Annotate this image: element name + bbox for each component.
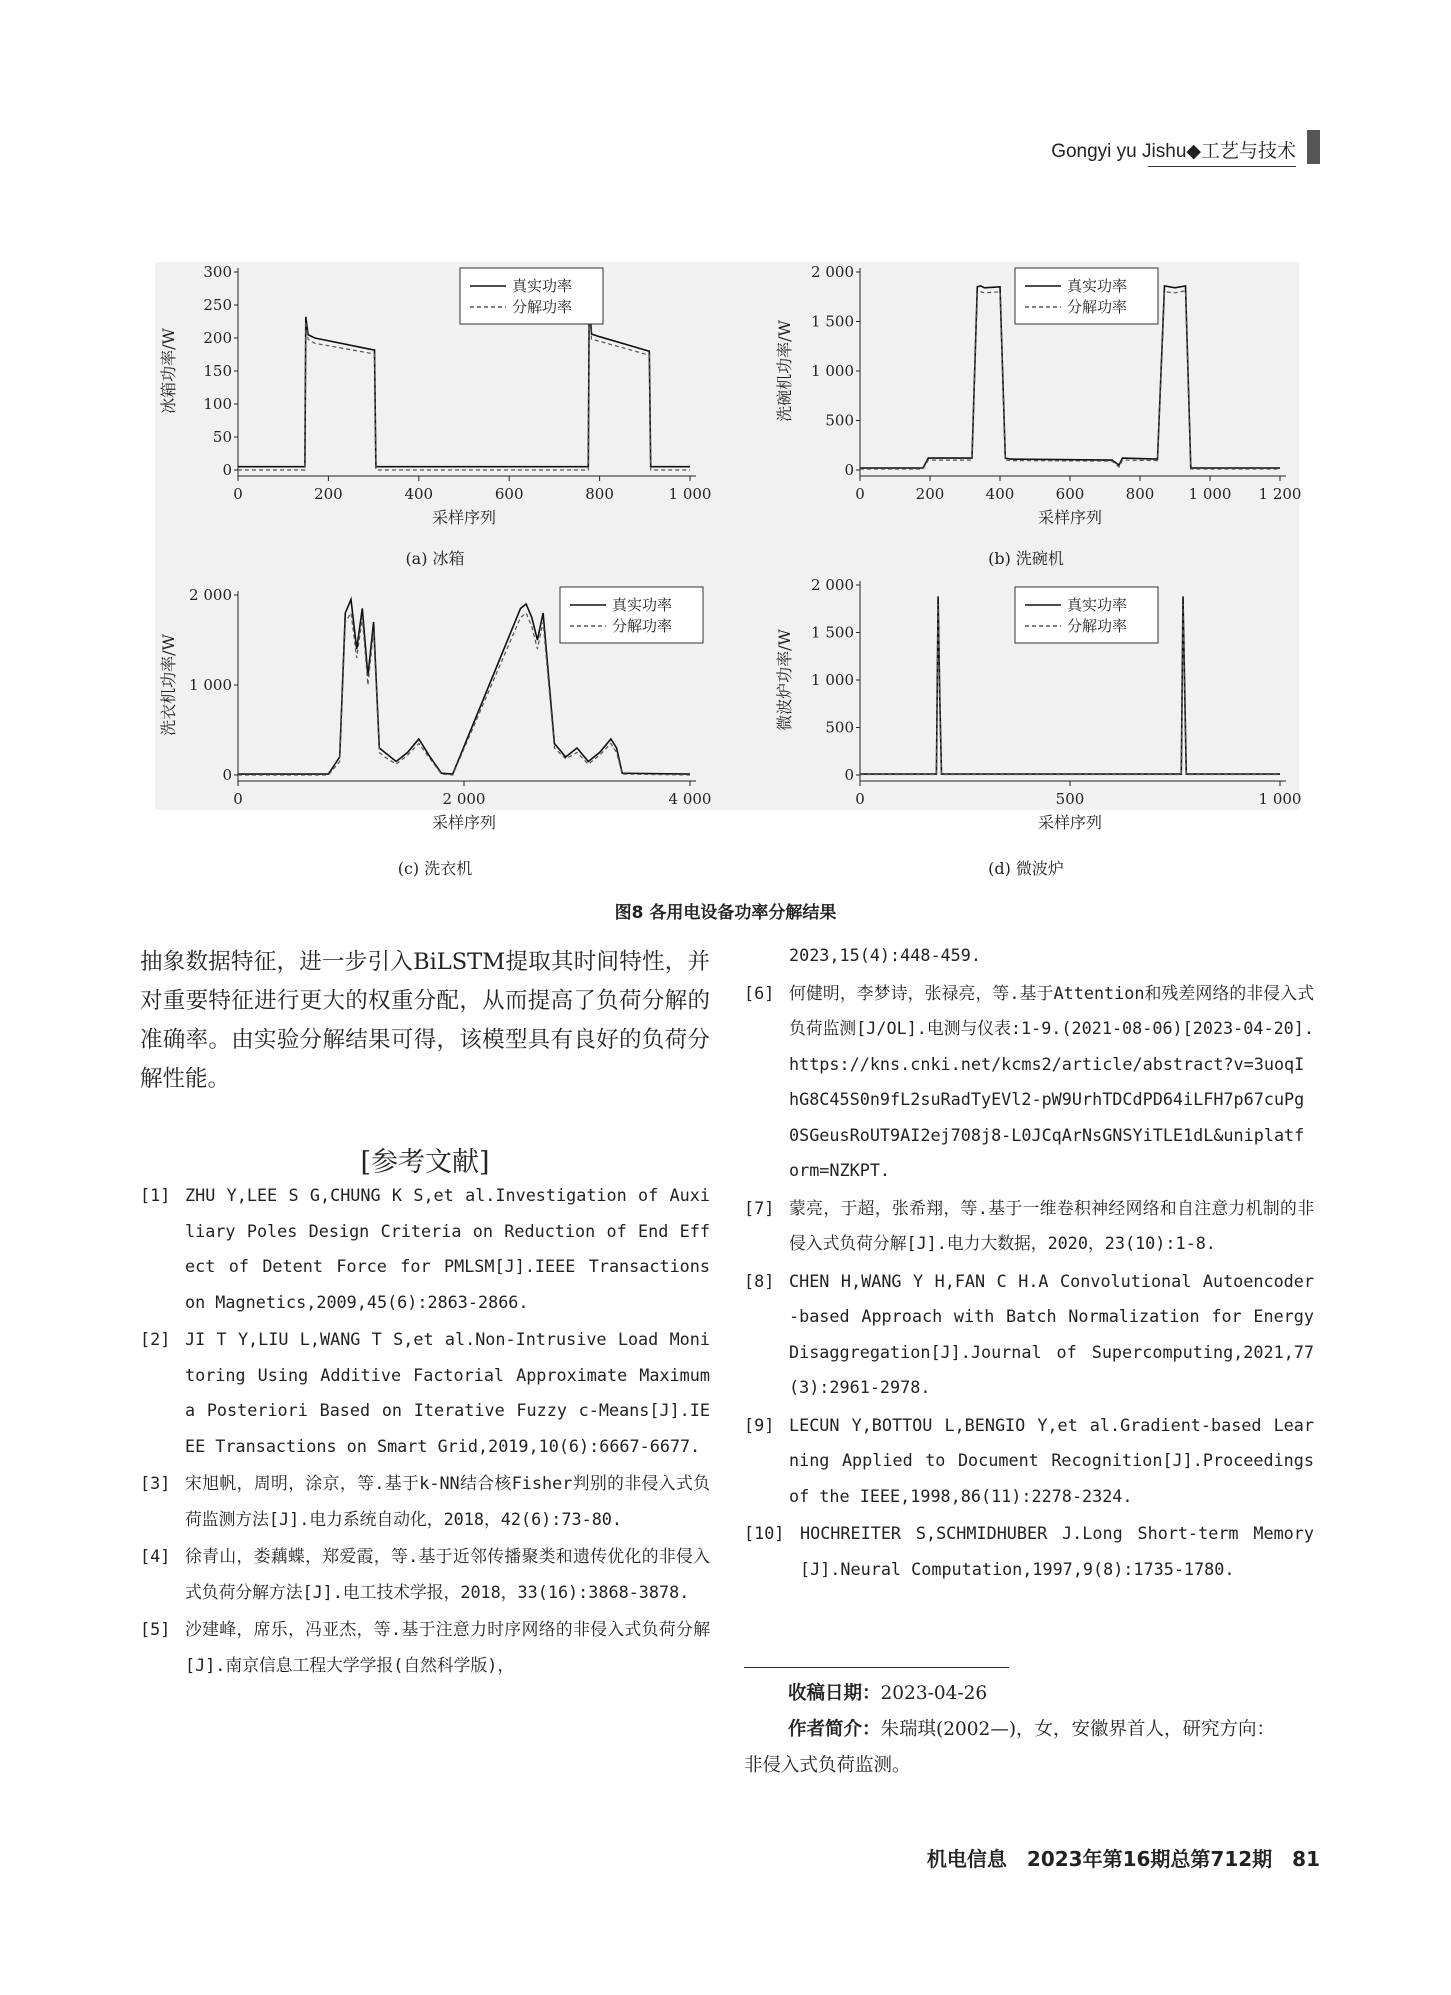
y-tick-label: 2 000 [189, 586, 232, 604]
x-axis-label: 采样序列 [1037, 813, 1103, 832]
x-tick-label: 400 [985, 485, 1015, 503]
author-bio-continued: 非侵入式负荷监测。 [744, 1755, 911, 1776]
x-tick-label: 0 [855, 790, 865, 808]
footnote-rule [744, 1667, 1009, 1668]
reference-item: [7] 蒙亮，于超，张希翔，等.基于一维卷积神经网络和自注意力机制的非侵入式负荷分解[J].电力大数据，2020，23(10):1-8. [744, 1197, 1314, 1253]
chart-washing-machine [160, 575, 720, 850]
footnotes [744, 1676, 1314, 1784]
x-tick-label: 4 000 [668, 790, 712, 808]
page-footer: 机电信息 2023年第16期总第712期 81 [926, 1847, 1320, 1871]
chart-refrigerator [160, 262, 720, 537]
y-tick-label: 1 000 [189, 676, 232, 694]
x-tick-label: 600 [494, 485, 524, 503]
x-tick-label: 800 [1125, 485, 1155, 503]
reference-item: [2] JI T Y,LIU L,WANG T S,et al.Non-Intrusive Load Monitoring Using Additive Factorial Approximate Maximum a Posteriori Based on Iterative Fuzzy c-Means[J].IEEE Transactions on Smart Grid,2019,10(6):6667-6677. [140, 1329, 710, 1456]
x-axis-label: 采样序列 [1037, 508, 1103, 527]
reference-item: [5] 沙建峰，席乐，冯亚杰，等.基于注意力时序网络的非侵入式负荷分解[J].南京信息工程大学学报(自然科学版)， [140, 1619, 710, 1675]
x-tick-label: 500 [1055, 790, 1085, 808]
y-tick-label: 1 500 [811, 312, 854, 331]
y-tick-label: 0 [844, 766, 854, 784]
received-date: 收稿日期：2023-04-26 [788, 1683, 988, 1704]
reference-item: [6] 何健明，李梦诗，张禄亮，等.基于Attention和残差网络的非侵入式负荷监测[J/OL].电测与仪表:1-9.(2021-08-06)[2023-04-20].https://kns.cnki.net/kcms2/article/abstract?v=3uoqIhG8C45S0n9fL2suRadTyEVl2-pW9UrhTDCdPD64iLFH7p67cuPg0SGeusRoUT9AI2ej708j8-L0JCqArNsGNSYiTLE1dL&uniplatform=NZKPT. [744, 982, 1314, 1180]
legend-label-actual: 真实功率 [1067, 277, 1128, 295]
y-tick-label: 50 [212, 428, 232, 446]
header-rule [1148, 166, 1296, 167]
x-tick-label: 800 [585, 485, 614, 503]
reference-item: [9] LECUN Y,BOTTOU L,BENGIO Y,et al.Gradient-based Learning Applied to Document Recognition[J].Proceedings of the IEEE,1998,86(11):2278-2324. [744, 1414, 1314, 1506]
y-tick-label: 1 000 [811, 362, 854, 380]
x-axis-label: 采样序列 [431, 508, 497, 527]
reference-item: [10] HOCHREITER S,SCHMIDHUBER J.Long Short-term Memory[J].Neural Computation,1997,9(8):1735-1780. [744, 1523, 1314, 1579]
y-tick-label: 300 [203, 263, 232, 281]
x-tick-label: 1 000 [1258, 790, 1302, 808]
y-axis-label: 微波炉功率/W [775, 629, 794, 731]
journal-section-title: Gongyi yu Jishu◆工艺与技术 [1051, 141, 1296, 162]
body-paragraph: 抽象数据特征，进一步引入BiLSTM提取其时间特性，并对重要特征进行更大的权重分配，从而提高了负荷分解的准确率。由实验分解结果可得，该模型具有良好的负荷分解性能。 [140, 949, 710, 1092]
legend-label-disaggregated: 分解功率 [612, 617, 673, 635]
y-axis-label: 洗碗机功率/W [775, 320, 794, 422]
references-left-column [140, 1178, 710, 1685]
reference-item: [8] CHEN H,WANG Y H,FAN C H.A Convolutional Autoencoder-based Approach with Batch Normalization for Energy Disaggregation[J].Journal of Supercomputing,2021,77(3):2961-2978. [744, 1270, 1314, 1397]
legend-label-actual: 真实功率 [512, 277, 573, 295]
legend-label-disaggregated: 分解功率 [512, 298, 573, 316]
y-tick-label: 100 [203, 395, 232, 413]
x-tick-label: 0 [855, 485, 865, 503]
y-tick-label: 2 000 [811, 263, 854, 281]
y-tick-label: 0 [222, 461, 232, 479]
y-tick-label: 250 [203, 296, 232, 314]
x-tick-label: 1 200 [1258, 485, 1302, 503]
y-tick-label: 150 [203, 362, 232, 380]
reference-item: [3] 宋旭帆，周明，涂京，等.基于k-NN结合核Fisher判别的非侵入式负荷监测方法[J].电力系统自动化，2018，42(6):73-80. [140, 1473, 710, 1529]
y-tick-label: 200 [203, 329, 232, 347]
subcaption-a: (a) 冰箱 [405, 549, 465, 568]
y-tick-label: 500 [825, 411, 854, 430]
x-tick-label: 2 000 [442, 790, 486, 808]
running-header [1000, 128, 1320, 168]
legend-label-actual: 真实功率 [1067, 596, 1128, 614]
subcaption-b: (b) 洗碗机 [988, 549, 1064, 568]
figure-caption: 图8 各用电设备功率分解结果 [614, 903, 837, 923]
legend-label-disaggregated: 分解功率 [1067, 617, 1128, 635]
references-heading: [参考文献] [360, 1147, 490, 1178]
x-tick-label: 400 [404, 485, 434, 503]
y-tick-label: 1 500 [811, 623, 854, 642]
header-bar [1307, 130, 1320, 164]
y-tick-label: 0 [222, 766, 232, 784]
y-axis-label: 洗衣机功率/W [159, 634, 178, 736]
subcaption-d: (d) 微波炉 [988, 859, 1064, 878]
y-tick-label: 1 000 [811, 671, 854, 689]
reference-item: [4] 徐青山，娄藕蝶，郑爱霞，等.基于近邻传播聚类和遗传优化的非侵入式负荷分解方法[J].电工技术学报，2018，33(16):3868-3878. [140, 1546, 710, 1602]
x-tick-label: 600 [1055, 485, 1085, 503]
y-tick-label: 500 [825, 718, 854, 737]
chart-dishwasher [735, 262, 1305, 537]
reference-continuation: 2023,15(4):448-459. [789, 945, 981, 965]
author-bio: 作者简介：朱瑞琪(2002—)，女，安徽界首人，研究方向： [788, 1719, 1276, 1740]
y-tick-label: 2 000 [811, 576, 854, 594]
reference-item: [1] ZHU Y,LEE S G,CHUNG K S,et al.Investigation of Auxiliary Poles Design Criteria on Reduction of End Effect of Detent Force for PMLSM[J].IEEE Transactions on Magnetics,2009,45(6):2863-2866. [140, 1185, 710, 1312]
x-tick-label: 0 [233, 790, 243, 808]
legend-label-disaggregated: 分解功率 [1067, 298, 1128, 316]
x-tick-label: 200 [915, 485, 945, 503]
references-right-column [744, 938, 1314, 1589]
x-tick-label: 0 [233, 485, 243, 503]
legend-label-actual: 真实功率 [612, 596, 673, 614]
y-tick-label: 0 [844, 461, 854, 479]
y-axis-label: 冰箱功率/W [159, 328, 178, 414]
x-axis-label: 采样序列 [431, 813, 497, 832]
x-tick-label: 1 000 [1188, 485, 1232, 503]
chart-microwave [735, 575, 1305, 850]
x-tick-label: 200 [314, 485, 343, 503]
x-tick-label: 1 000 [668, 485, 712, 503]
subcaption-c: (c) 洗衣机 [397, 859, 473, 878]
